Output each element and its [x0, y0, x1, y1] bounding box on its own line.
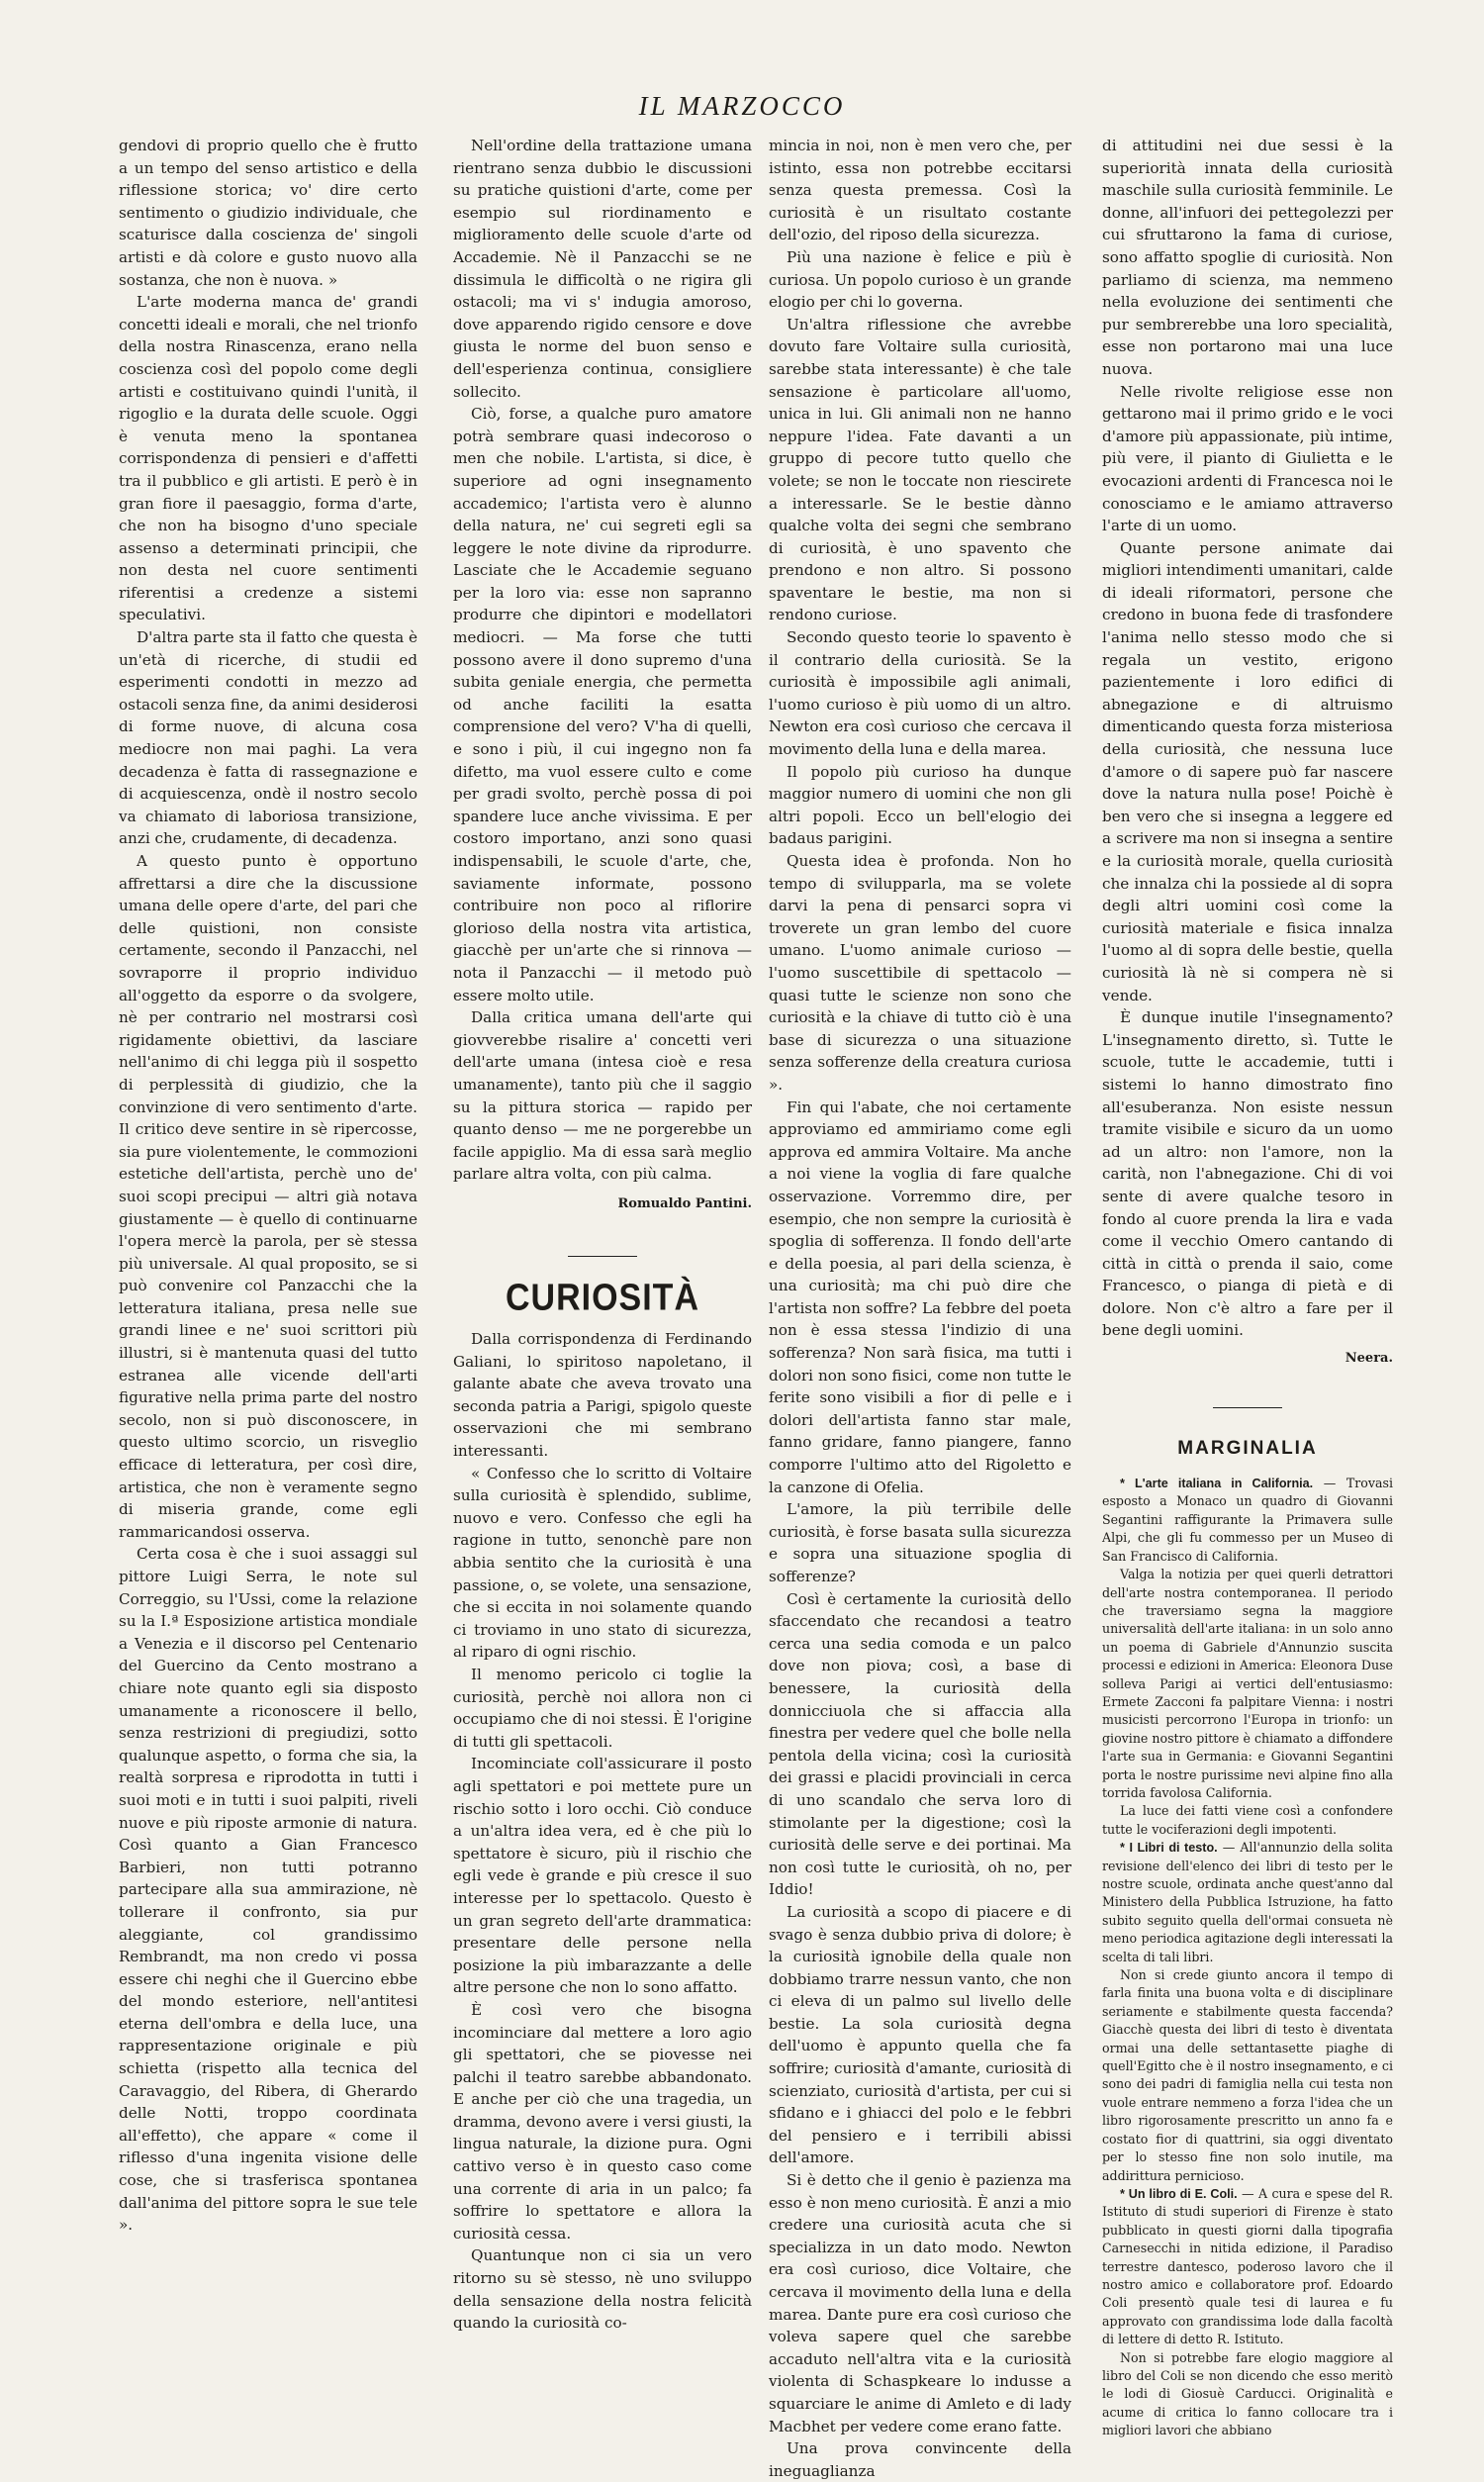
paragraph: gendovi di proprio quello che è frutto a un tempo del senso artistico e della riflessione storica; vo' dire certo sentimento o giudizio individuale, che scaturisce dalla coscienza de' singoli artisti e dà colore e gusto nuovo alla sostanza, che non è nuova. » [119, 137, 417, 289]
paragraph: Ciò, forse, a qualche puro amatore potrà sembrare quasi indecoroso o men che nobile. L'artista, si dice, è superiore ad ogni insegnamento accademico; l'artista vero è alunno della natura, ne' cui segreti egli sa leggere le note divine da riprodurre. Lasciate che le Accademie seguano per la loro via: esse non sapranno produrre che dipintori e modellatori mediocri. — Ma forse che tutti possono avere il dono supremo d'una subita geniale energia, che permetta od anche faciliti la esatta comprensione del vero? V'ha di quelli, e sono i più, il cui ingegno non fa difetto, ma vuol essere culto e come per gradi svolto, perchè possa di poi spandere luce anche vivissima. E per costoro importano, anzi sono quasi indispensabili, le scuole d'arte, che, saviamente informate, possono contribuire non poco al riflorire glorioso della nostra vita artistica, giacchè per un'arte che si rinnova — nota il Panzacchi — il metodo può essere molto utile. [453, 405, 752, 1004]
marginalia-text: Non si potrebbe fare elogio maggiore al libro del Coli se non dicendo che esso meritò le lodi di Giosuè Carducci. Originalità e acume di critica lo fanno collocare tra i migliori lavori che abbiano [1102, 2349, 1393, 2438]
column-2 [453, 135, 752, 2335]
paragraph: È dunque inutile l'insegnamento? L'insegnamento diretto, sì. Tutte le scuole, tutte le accademie, tutti i sistemi lo hanno dimostrato fino all'esuberanza. Non esiste nessun tramite visibile e sicuro da un uomo ad un altro: non l'amore, non la carità, non l'abnegazione. Chi di voi sente di avere qualche tesoro in fondo al cuore prenda la lira e vada come il vecchio Omero cantando di città in città o prenda il saio, come Francesco, o pianga di pietà e di dolore. Non c'è altro a fare per il bene degli uomini. [1102, 1008, 1393, 1340]
paragraph: D'altra parte sta il fatto che questa è un'età di ricerche, di studii ed esperimenti condotti in mezzo ad ostacoli senza fine, da animi desiderosi di forme nuove, di alcuna cosa mediocre non mai paghi. La vera decadenza è fatta di rassegnazione e di acquiescenza, ondè il nostro secolo va chiamato di laboriosa transizione, anzi che, crudamente, di decadenza. [119, 628, 418, 848]
paragraph: di attitudini nei due sessi è la superiorità innata della curiosità maschile sulla curiosità femminile. Le donne, all'infuori dei pettegolezzi per cui sfruttarono la fama di curiose, sono affatto spoglie di curiosità. Non parliamo di scienza, ma nemmeno nella evoluzione dei sentimenti che pur sembrerebbe una loro specialità, esse non portarono mai una luce nuova. [1102, 137, 1393, 378]
marginalia-list [1102, 1475, 1393, 2440]
marginalia-text: — All'annunzio della solita revisione dell'elenco dei libri di testo per le nostre scuole, ordinata anche quest'anno dal Ministero della Pubblica Istruzione, ha fatto subito seguito quella dell'ormai consueta nè meno periodica agitazione degli interessati la scelta di tali libri. [1102, 1840, 1393, 1964]
paragraph: Quante persone animate dai migliori intendimenti umanitari, calde di ideali riformatori, persone che credono in buona fede di trasfondere l'anima nello stesso modo che si regala un vestito, erigono pazientemente i loro edifici di abnegazione e di altruismo dimenticando questa forza misteriosa della curiosità, che nessuna luce d'amore o di sapere può far nascere dove la natura nulla pose! Poichè è ben vero che si insegna a leggere ed a scrivere ma non si insegna a sentire e la curiosità morale, quella curiosità che innalza chi la possiede al di sopra degli altri uomini così come la curiosità materiale e fisica innalza l'uomo al di sopra delle bestie, quella curiosità là nè si compera nè si vende. [1102, 538, 1393, 1004]
paragraph: Incominciate coll'assicurare il posto agli spettatori e poi mettete pure un rischio sotto i loro occhi. Ciò conduce a un'altra idea vera, ed è che più lo spettatore è sicuro, più il rischio che egli vede è grande e più cresce il suo interesse per lo spettacolo. Questo è un gran segreto dell'arte drammatica: presentare delle persone nella posizione la più imbarazzante a delle altre persone che non lo sono affatto. [453, 1755, 752, 1997]
paragraph: Nelle rivolte religiose esse non gettarono mai il primo grido e le voci d'amore più appassionate, più intime, più vere, il pianto di Giulietta e le evocazioni ardenti di Francesca noi le conosciamo e le amiamo attraverso l'arte di un uomo. [1102, 382, 1393, 535]
column-3 [769, 135, 1071, 2482]
marginalia-item [1102, 2185, 1393, 2349]
marginalia-item [1102, 1802, 1393, 1839]
paragraph: Fin qui l'abate, che noi certamente approviamo ed ammiriamo come egli approva ed ammira Voltaire. Ma anche a noi viene la voglia di fare qualche osservazione. Vorremmo dire, per esempio, che non sempre la curiosità è spoglia di sofferenza. Il fondo dell'arte e della poesia, al pari della scienza, è una curiosità; ma chi può dire che l'artista non soffre? La febbre del poeta non è essa stessa l'indizio di una sofferenza? Non sarà fisica, ma tutti i dolori non sono fisici, come non tutte le ferite sono visibili a fior di pelle e i dolori dell'artista fanno star male, fanno gridare, fanno piangere, fanno comporre l'ultimo atto del Rigoletto e la canzone di Ofelia. [769, 1098, 1071, 1496]
masthead: IL MARZOCCO [638, 91, 846, 121]
paragraph: Il menomo pericolo ci toglie la curiosità, perchè noi allora non ci occupiamo che di noi stessi. È l'origine di tutti gli spettacoli. [453, 1666, 752, 1751]
paragraph: Più una nazione è felice e più è curiosa. Un popolo curioso è un grande elogio per chi lo governa. [769, 247, 1071, 312]
paragraph: L'arte moderna manca de' grandi concetti ideali e morali, che nel trionfo della nostra Rinascenza, erano nella coscienza così del popolo come degli artisti e costituivano quindi l'unità, il rigoglio e la durata delle scuole. Oggi è venuta meno la spontanea corrispondenza di pensieri e d'affetti tra il pubblico e gli artisti. E però è in gran fiore il paesaggio, forma d'arte, che non ha bisogno d'uno speciale assenso a determinati principii, che non desta nel cuore sentimenti riferentisi a credenze a sistemi speculativi. [119, 293, 417, 624]
divider [1213, 1407, 1282, 1408]
paragraph: La curiosità a scopo di piacere e di svago è senza dubbio priva di dolore; è la curiosità ignobile della quale non dobbiamo trarre nessun vanto, che non ci eleva di un palmo sul livello delle bestie. La sola curiosità degna dell'uomo è appunto quella che fa soffrire; curiosità d'amante, curiosità di scienziato, curiosità d'artista, per cui si sfidano e i ghiacci del polo e le febbri del pensiero e i terribili abissi dell'amore. [769, 1902, 1071, 2167]
marginalia-heading: * Un libro di E. Coli. [1120, 2186, 1238, 2201]
paragraph: mincia in noi, non è men vero che, per istinto, essa non potrebbe eccitarsi senza questa premessa. Così la curiosità è un risultato costante dell'ozio, del riposo della sicurezza. [769, 137, 1071, 244]
column-1 [119, 135, 417, 2237]
divider [568, 1256, 637, 1257]
marginalia-text: — Trovasi esposto a Monaco un quadro di Giovanni Segantini raffigurante la Primavera sulle Alpi, che gli fu commesso per un Museo di San Francisco di California. [1102, 1476, 1393, 1564]
marginalia-text: Non si crede giunto ancora il tempo di farla finita una buona volta e di disciplinare seriamente e stabilmente questa faccenda? Giacchè questa dei libri di testo è diventata ormai una delle settantasette piaghe di quell'Egitto che è il nostro insegnamento, e ci sono dei padri di famiglia nella cui testa non vuole entrare nemmeno a forza l'idea che un libro rigorosamente prescritto un anno fa e costato fior di quattrini, sia oggi diventato per lo stesso fine non solo inutile, ma addirittura pernicioso. [1102, 1967, 1393, 2183]
paragraph: Secondo questo teorie lo spavento è il contrario della curiosità. Se la curiosità è impossibile agli animali, l'uomo curioso è più uomo di un altro. Newton era così curioso che cercava il movimento della luna e della marea. [769, 628, 1071, 759]
paragraph: Quantunque non ci sia un vero ritorno su sè stesso, nè uno sviluppo della sensazione della nostra felicità quando la curiosità co- [453, 2246, 752, 2333]
author-signature: Neera. [1345, 1351, 1393, 1367]
paragraph: Certa cosa è che i suoi assaggi sul pittore Luigi Serra, le note sul Correggio, su l'Ussi, come la relazione su la I.ª Esposizione artistica mondiale a Venezia e il discorso pel Centenario del Guercino da Cento mostrano a chiare note quanto egli sia disposto umanamente a riconoscere il bello, senza restrizioni di pregiudizi, sotto qualunque aspetto, o forma che sia, la realtà sorpresa e riprodotta in tutti i suoi moti e in tutti i suoi palpiti, riveli nuove e più riposte armonie di natura. Così quanto a Gian Francesco Barbieri, non tutti potranno partecipare alla sua ammirazione, nè tollerare il confronto, sia pur aleggiante, col grandissimo Rembrandt, ma non credo vi possa essere chi neghi che il Guercino ebbe del mondo esteriore, nell'antitesi eterna dell'ombra e della luce, una rappresentazione originale e più schietta (rispetto alla tecnica del Caravaggio, del Ribera, di Gherardo delle Notti, troppo coordinata all'effetto), che appare « come il riflesso d'una ingenita visione delle cose, che si trasferisca spontanea dall'anima del pittore sopra le sue tele ». [119, 1545, 417, 2235]
paragraph: Si è detto che il genio è pazienza ma esso è non meno curiosità. È anzi a mio credere una curiosità acuta che si specializza in un dato modo. Newton era così curioso, dice Voltaire, che cercava il movimento della luna e della marea. Dante pure era così curioso che voleva sapere quel che sarebbe accaduto nell'altra vita e la curiosità violenta di Schaspkeare lo indusse a squarciare le anime di Amleto e di lady Macbhet per vedere come erano fatte. [769, 2171, 1071, 2435]
paragraph: Dalla corrispondenza di Ferdinando Galiani, lo spiritoso napoletano, il galante abate che aveva trovato una seconda patria a Parigi, spigolo queste osservazioni che mi sembrano interessanti. [453, 1330, 752, 1461]
marginalia-text: Valga la notizia per quei querli detrattori dell'arte nostra contemporanea. Il periodo che traversiamo segna la maggiore universalità dell'arte italiana: in un solo anno un poema di Gabriele d'Annunzio suscita processi e edizioni in America: Eleonora Duse solleva Parigi ai vertici dell'entusiasmo: Ermete Zacconi fa palpitare Vienna: i nostri musicisti percorrono l'Europa in trionfo: un giovine nostro pittore è chiamato a diffondere l'arte sua in Germania: e Giovanni Segantini porta le nostre purissime nevi alpine fino alla torrida favolosa California. [1102, 1567, 1393, 1800]
paragraph: Questa idea è profonda. Non ho tempo di svilupparla, ma se volete darvi la pena di pensarci sopra vi troverete un gran lembo del cuore umano. L'uomo animale curioso — l'uomo suscettibile di spettacolo — quasi tutte le scienze non sono che curiosità e la chiave di tutto ciò è una base di sicurezza o una situazione senza sofferenze della creatura curiosa ». [769, 852, 1071, 1094]
marginalia-text: — A cura e spese del R. Istituto di studi superiori di Firenze è stato pubblicato in questi giorni dalla tipografia Carnesecchi in nitida edizione, il Paradiso terrestre dantesco, poderoso lavoro che il nostro amico e collaboratore prof. Edoardo Coli presentò quale tesi di laurea e fu approvato con grandissima lode dalla facoltà di lettere di detto R. Istituto. [1102, 2185, 1394, 2347]
article-title: CURIOSITÀ [506, 1276, 699, 1318]
marginalia-heading: * L'arte italiana in California. [1120, 1477, 1314, 1491]
paragraph: Dalla critica umana dell'arte qui giovverebbe risalire a' concetti veri dell'arte umana (intesa cioè e resa umanamente), tanto più che il saggio su la pittura storica — rapido per quanto denso — me ne porgerebbe un facile appiglio. Ma di essa sarà meglio parlare altra volta, con più calma. [453, 1008, 752, 1184]
author-signature: Romualdo Pantini. [617, 1195, 752, 1211]
paragraph: Nell'ordine della trattazione umana rientrano senza dubbio le discussioni su pratiche quistioni d'arte, come per esempio sul riordinamento e miglioramento delle scuole d'arte od Accademie. Nè il Panzacchi se ne dissimula le difficoltà o ne rigira gli ostacoli; ma vi s' indugia amoroso, dove apparendo rigido censore e dove giusta le norme del buon senso e dell'esperienza continua, consigliere sollecito. [453, 137, 752, 401]
marginalia-heading: * I Libri di testo. [1120, 1841, 1218, 1856]
paragraph: Una prova convincente della ineguaglianza [769, 2439, 1071, 2480]
marginalia-item [1102, 1839, 1393, 1966]
paragraph: « Confesso che lo scritto di Voltaire sulla curiosità è splendido, sublime, nuovo e vero. Confesso che egli ha ragione in tutto, senonchè pare non abbia sentito che la curiosità è una passione, o, se volete, una sensazione, che si eccita in noi solamente quando ci troviamo in uno stato di sicurezza, al riparo di ogni rischio. [453, 1464, 752, 1662]
marginalia-item [1102, 1475, 1393, 1566]
paragraph: Così è certamente la curiosità dello sfaccendato che recandosi a teatro cerca una sedia comoda e un palco dove non piova; così, a base di benessere, la curiosità della donnicciuola che si affaccia alla finestra per vedere quel che bolle nella pentola della vicina; così la curiosità dei grassi e placidi provinciali in cerca di uno scandalo che serva loro di stimolante per la digestione; così la curiosità delle serve e dei portinai. Ma non così tutte le curiosità, oh no, per Iddio! [769, 1589, 1071, 1899]
marginalia-text: La luce dei fatti viene così a confondere tutte le vociferazioni degli impotenti. [1102, 1803, 1393, 1837]
marginalia-item [1102, 1966, 1393, 2185]
column-4 [1102, 135, 1393, 2440]
paragraph: È così vero che bisogna incominciare dal mettere a loro agio gli spettatori, che se piovesse nei palchi il teatro sarebbe abbandonato. E anche per ciò che una tragedia, un dramma, devono avere i versi giusti, la lingua naturale, la dizione pura. Ogni cattivo verso è in questo caso come una corrente di aria in un palco; fa soffrire lo spettatore e allora la curiosità cessa. [453, 2000, 752, 2243]
paragraph: Un'altra riflessione che avrebbe dovuto fare Voltaire sulla curiosità, sarebbe stata interessante) è che tale sensazione è particolare all'uomo, unica in lui. Gli animali non ne hanno neppure l'idea. Fate davanti a un gruppo di pecore tutto quello che volete; se non le toccate non riescirete a interessarle. Se le bestie dànno qualche volta dei segni che sembrano di curiosità, è uno spavento che prendono e non altro. Si possono spaventare le bestie, ma non si rendono curiose. [769, 315, 1071, 624]
paragraph: A questo punto è opportuno affrettarsi a dire che la discussione umana delle opere d'arte, del pari che delle quistioni, non consiste certamente, secondo il Panzacchi, nel sovraporre il proprio individuo all'oggetto da esporre o da svolgere, nè per contrario nel mostrarsi così rigidamente obiettivi, da lasciare nell'animo di chi legga più il sospetto di perplessità di giudizio, che la convinzione di vero sentimento d'arte. Il critico deve sentire in sè ripercosse, sia pure violentemente, le commozioni estetiche dell'artista, perchè uno de' suoi scopi precipui — altri già notava giustamente — è quello di continuarne l'opera mercè la parola, per sè stessa più universale. Al qual proposito, se si può convenire col Panzacchi che la letteratura italiana, presa nelle sue grandi linee e ne' suoi scrittori più illustri, si è mantenuta quasi del tutto estranea alle vicende dell'arti figurative nella prima parte del nostro secolo, non si può disconoscere, in questo ultimo scorcio, un risveglio efficace di letteratura, per così dire, artistica, che non è veramente segno di miseria grande, come egli rammaricandosi osserva. [119, 852, 417, 1541]
section-title: MARGINALIA [1177, 1438, 1318, 1460]
paragraph: L'amore, la più terribile delle curiosità, è forse basata sulla sicurezza e sopra una situazione spoglia di sofferenze? [769, 1500, 1071, 1585]
paragraph: Il popolo più curioso ha dunque maggior numero di uomini che non gli altri popoli. Ecco un bell'elogio dei badaus parigini. [769, 762, 1071, 848]
marginalia-item [1102, 2349, 1393, 2440]
marginalia-item [1102, 1566, 1393, 1802]
